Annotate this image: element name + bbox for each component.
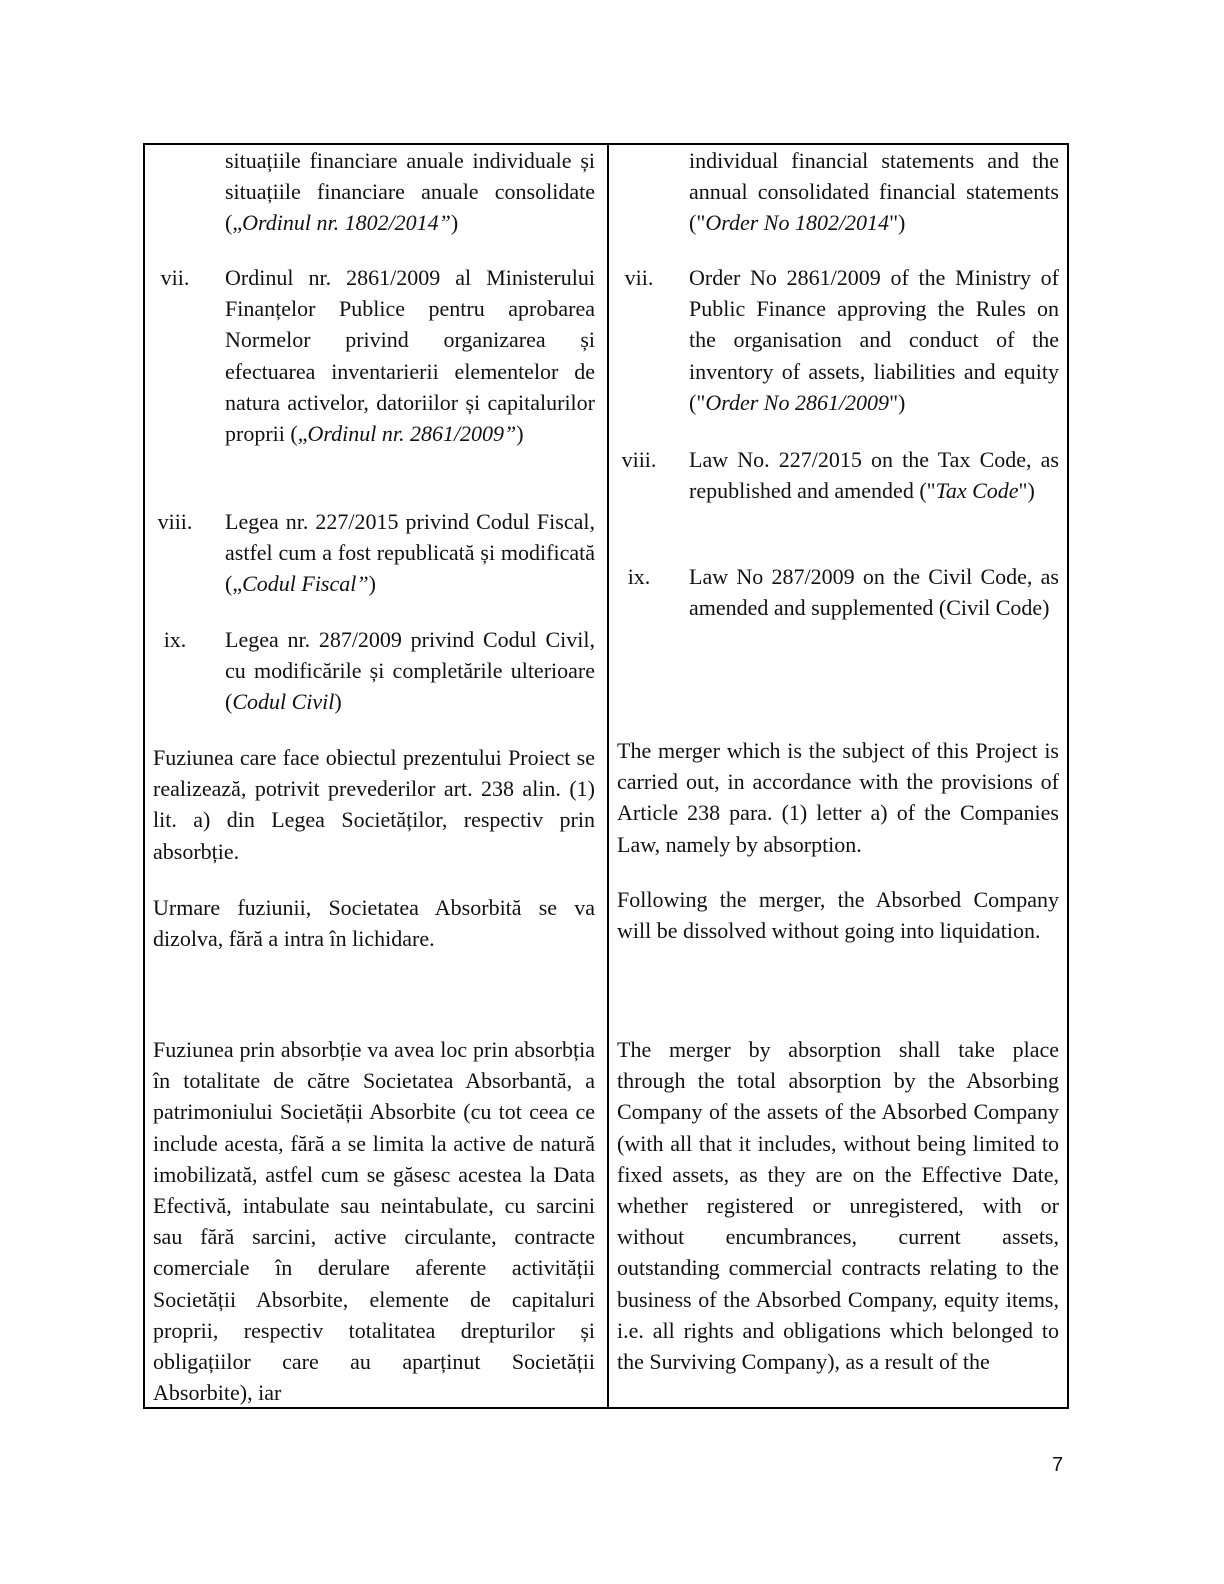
paragraph: The merger which is the subject of this Project is carried out, in accordance with the provisions of Article 238 para. (1) letter a) of the Companies Law, namely by absorption. [617, 738, 1059, 857]
list-item-text: Legea nr. 227/2015 privind Codul Fiscal, astfel cum a fost republicată și modificată („Codul Fiscal”) [225, 509, 595, 597]
paragraph: Following the merger, the Absorbed Company will be dissolved without going into liquidation. [617, 887, 1059, 944]
list-item-number: ix. [627, 564, 651, 589]
column-divider [607, 145, 609, 1407]
paragraph: The merger by absorption shall take place through the total absorption by the Absorbing Company of the assets of the Absorbed Company (with all that it includes, without being limited to fixed assets, as they are on the Effective Date, whether registered or unregistered, with or without encumbrances, current assets, outstanding commercial contracts relating to the business of the Absorbed Company, equity items, i.e. all rights and obligations which belonged to the Surviving Company), as a result of the [617, 1037, 1059, 1375]
paragraph: Fuziunea prin absorbție va avea loc prin absorbția în totalitate de către Societatea Absorbantă, a patrimoniului Societății Absorbite (cu tot ceea ce include acesta, fără a se limita la active de natură imobilizată, astfel cum se găsesc acestea la Data Efectivă, intabulate sau neintabulate, cu sarcini sau fără sarcini, active circulante, contracte comerciale în derulare aferente activității Societății Absorbite, elemente de capitaluri proprii, respectiv totalitatea drepturilor și obligațiilor care au aparținut Societății Absorbite), iar [153, 1037, 595, 1406]
list-item-number: viii. [157, 509, 193, 534]
list-item-text: Ordinul nr. 2861/2009 al Ministerului Finanțelor Publice pentru aprobarea Normelor privind organizarea și efectuarea inventarierii elementelor de natura activelor, datoriilor și capitalurilor proprii („Ordinul nr. 2861/2009”) [225, 265, 595, 447]
bilingual-table [143, 143, 1069, 1409]
paragraph: Urmare fuziunii, Societatea Absorbită se va dizolva, fără a intra în lichidare. [153, 895, 595, 952]
paragraph: Fuziunea care face obiectul prezentului Proiect se realizează, potrivit prevederilor art. 238 alin. (1) lit. a) din Legea Societăților, respectiv prin absorbție. [153, 745, 595, 864]
list-item-number: viii. [621, 447, 657, 472]
list-item-number: vii. [624, 265, 654, 290]
list-item-text: Order No 2861/2009 of the Ministry of Public Finance approving the Rules on the organisation and conduct of the inventory of assets, liabilities and equity ("Order No 2861/2009") [689, 265, 1059, 415]
list-item-text: Law No 287/2009 on the Civil Code, as amended and supplemented (Civil Code) [689, 564, 1059, 621]
list-item-number: vii. [160, 265, 190, 290]
list-item-text: Law No. 227/2015 on the Tax Code, as republished and amended ("Tax Code") [689, 447, 1059, 504]
lead-text: individual financial statements and the annual consolidated financial statements ("Order No 1802/2014") [689, 148, 1059, 236]
list-item-text: Legea nr. 287/2009 privind Codul Civil, cu modificările și completările ulterioare (Codul Civil) [225, 627, 595, 715]
page-number: 7 [1052, 1454, 1064, 1476]
list-item-number: ix. [163, 627, 187, 652]
lead-text: situațiile financiare anuale individuale și situațiile financiare anuale consolidate („Ordinul nr. 1802/2014”) [225, 148, 595, 236]
